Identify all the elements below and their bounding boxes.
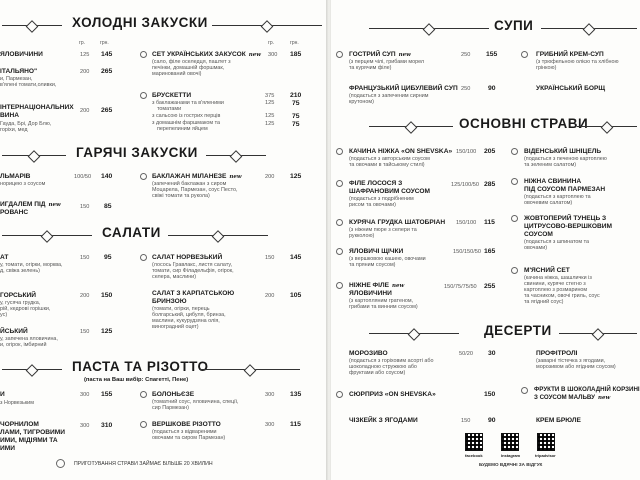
menu-item-price: 115 bbox=[290, 421, 301, 428]
dietary-circle-icon bbox=[336, 148, 343, 155]
menu-item-description: шоколадною стружкою або bbox=[349, 364, 417, 370]
menu-item-description: овочевим салатом) bbox=[524, 200, 573, 206]
new-mark: new bbox=[398, 52, 411, 58]
new-mark: new bbox=[392, 283, 405, 289]
menu-item-weight: 300 bbox=[265, 422, 275, 428]
section-title-cold: ХОЛОДНІ ЗАКУСКИ bbox=[72, 15, 208, 30]
section-title-soups: СУПИ bbox=[494, 18, 534, 33]
menu-item-description: (подається з картоплею та bbox=[524, 194, 591, 200]
menu-item-name: ВІДЕНСЬКИЙ ШНІЦЕЛЬ bbox=[524, 148, 602, 155]
menu-item-name: ВЕРШКОВЕ РІЗОТТО bbox=[152, 421, 221, 428]
menu-item-description: перепелиним яйцем bbox=[157, 126, 208, 132]
dietary-circle-icon bbox=[511, 267, 518, 274]
menu-item-price: 75 bbox=[292, 100, 300, 107]
menu-item-name: И bbox=[0, 391, 5, 398]
menu-item-name: ФРУКТИ В ШОКОЛАДНІЙ КОРЗИНІ bbox=[534, 386, 640, 393]
dietary-circle-icon bbox=[140, 173, 147, 180]
menu-item-description: (подається з горіховим асорті або bbox=[349, 358, 434, 364]
menu-item-price: 85 bbox=[104, 203, 112, 210]
menu-item-weight: 150 bbox=[461, 418, 471, 424]
menu-item-weight: 300 bbox=[80, 392, 90, 398]
menu-item-weight: 200 bbox=[80, 293, 90, 299]
new-mark: new bbox=[229, 174, 242, 180]
dietary-circle-icon bbox=[336, 180, 343, 187]
menu-item-price: 125 bbox=[101, 328, 113, 335]
menu-item-price: 125 bbox=[290, 173, 302, 180]
menu-item-description: та овочами в тайському стилі) bbox=[349, 162, 425, 168]
menu-item-weight: 150/100 bbox=[456, 220, 477, 226]
menu-item-description: морозивом або ягідним соусом) bbox=[536, 364, 616, 370]
menu-item-name: ІТАЛЬЯНО" bbox=[0, 68, 38, 75]
title-ornament bbox=[2, 232, 92, 239]
menu-item-name: ГРИБНИЙ КРЕМ-СУП bbox=[536, 51, 604, 58]
title-ornament bbox=[369, 123, 453, 130]
title-ornament bbox=[2, 152, 66, 159]
title-ornament bbox=[212, 22, 322, 29]
menu-item-weight: 150/150/50 bbox=[453, 249, 481, 255]
menu-item-weight: 375 bbox=[265, 93, 275, 99]
menu-item-description: (заварні тістечка з ягодами, bbox=[536, 358, 606, 364]
menu-item-price: 150 bbox=[101, 292, 113, 299]
menu-item-description: овочами) bbox=[524, 245, 547, 251]
dietary-circle-icon bbox=[140, 254, 147, 261]
menu-item-name: ЧІЗКЕЙК З ЯГОДАМИ bbox=[349, 417, 418, 424]
menu-item-name: КУРЯЧА ГРУДКА ШАТОБРІАН bbox=[349, 219, 446, 226]
menu-item-name: ПІД СОУСОМ ПАРМЕЗАН bbox=[524, 186, 606, 193]
menu-item-description: в'ялені томати,оливки, bbox=[0, 82, 57, 88]
title-ornament bbox=[559, 330, 637, 337]
menu-item-description: (лосось Гравлакс, листя салату, bbox=[152, 262, 232, 268]
menu-item-description: (сало, філе оселедця, паштет з bbox=[152, 59, 231, 65]
menu-item-price: 145 bbox=[290, 254, 302, 261]
menu-item-weight: 125 bbox=[265, 100, 275, 106]
menu-item-price: 90 bbox=[488, 417, 496, 424]
menu-item-name: САЛАТ НОРВЕЗЬКИЙ bbox=[152, 254, 223, 261]
new-mark: new bbox=[598, 395, 611, 401]
menu-item-description: та зеленим салатом) bbox=[524, 162, 577, 168]
menu-item-description: сир Пармезан) bbox=[152, 405, 189, 411]
menu-item-weight: 100/50 bbox=[74, 174, 92, 180]
cooking-time-note: ПРИГОТУВАННЯ СТРАВИ ЗАЙМАЄ БІЛЬШЕ 20 ХВИЛИН bbox=[74, 461, 213, 467]
menu-item-price: 140 bbox=[101, 173, 113, 180]
dietary-circle-icon bbox=[336, 51, 343, 58]
dietary-circle-icon bbox=[336, 219, 343, 226]
menu-item-description: грінкою) bbox=[536, 65, 557, 71]
menu-item-name: ШАФРАНОВИМ СОУСОМ bbox=[349, 188, 431, 195]
menu-item-description: рій, кедрові горішки, bbox=[0, 306, 51, 312]
menu-item-name: САЛАТ З КАРПАТСЬКОЮ bbox=[152, 290, 235, 297]
menu-item-name: ЯЛОВИЧІ ЩІЧКИ bbox=[349, 248, 404, 255]
menu-item-description: фруктами або соусом) bbox=[349, 370, 406, 376]
menu-page-right bbox=[331, 0, 640, 480]
menu-item-price: 105 bbox=[290, 292, 302, 299]
menu-item-name: ЖОВТОПЕРИЙ ТУНЕЦЬ З bbox=[524, 215, 607, 222]
menu-item-description: картоплею з розмарином bbox=[524, 287, 588, 293]
menu-item-price: 115 bbox=[484, 219, 495, 226]
menu-item-price: 155 bbox=[486, 51, 498, 58]
title-ornament bbox=[168, 232, 268, 239]
title-ornament bbox=[369, 25, 489, 32]
menu-item-weight: 200 bbox=[80, 69, 90, 75]
menu-item-name: ЯЛОВИЧИНИ bbox=[349, 290, 392, 297]
dietary-circle-icon bbox=[336, 391, 343, 398]
menu-item-weight: 300 bbox=[268, 52, 278, 58]
menu-item-name: НІЖНЕ ФІЛЕ new bbox=[349, 282, 405, 289]
menu-item-description: у, томати, огірки, морква, bbox=[0, 262, 63, 268]
column-header-weight: гр. bbox=[268, 40, 274, 46]
menu-item-description: (подається з шпинатом та bbox=[524, 239, 589, 245]
dietary-circle-icon bbox=[511, 215, 518, 222]
pasta-subtitle: (паста на Ваш вибір: Спагетті, Пене) bbox=[84, 377, 189, 383]
section-title-salads: САЛАТИ bbox=[102, 225, 161, 240]
menu-item-price: 185 bbox=[290, 51, 302, 58]
menu-item-description: крутоном) bbox=[349, 99, 374, 105]
menu-item-weight: 125 bbox=[80, 52, 90, 58]
title-ornament bbox=[541, 25, 637, 32]
menu-item-price: 265 bbox=[101, 107, 113, 114]
new-mark: new bbox=[48, 202, 61, 208]
qr-label: facebook bbox=[465, 453, 483, 458]
title-ornament bbox=[2, 22, 62, 29]
menu-item-name: ЯЛОВИЧИНИ bbox=[0, 51, 43, 58]
menu-item-price: 30 bbox=[488, 350, 496, 357]
section-title-desserts: ДЕСЕРТИ bbox=[484, 323, 552, 338]
menu-item-description: печінки, домашній форшмак, bbox=[152, 65, 225, 71]
menu-item-name: ИМИ, МІДІЯМИ ТА bbox=[0, 437, 58, 444]
menu-item-name: ІНТЕРНАЦІОНАЛЬНИХ bbox=[0, 104, 74, 111]
menu-item-weight: 300 bbox=[80, 423, 90, 429]
menu-item-price: 310 bbox=[101, 422, 113, 429]
menu-item-description: та ягідний соус) bbox=[524, 299, 564, 305]
menu-item-name: ЛАМИ, ТИГРОВИМИ bbox=[0, 429, 65, 436]
menu-item-description: ус) bbox=[0, 312, 8, 318]
menu-item-weight: 125 bbox=[265, 121, 275, 127]
menu-item-price: 205 bbox=[484, 148, 496, 155]
menu-item-weight: 50/20 bbox=[459, 351, 473, 357]
column-header-price: грн. bbox=[290, 40, 299, 46]
menu-item-description: у, запечена яловичина, bbox=[0, 336, 58, 342]
menu-item-description: д, свіжа зелень) bbox=[0, 268, 40, 274]
menu-item-description: (томати, огірки, перець bbox=[152, 306, 210, 312]
cooking-time-circle-icon bbox=[56, 459, 65, 468]
menu-item-name: ЛЬМАРІВ bbox=[0, 173, 31, 180]
menu-item-description: з Норвезьким bbox=[0, 400, 34, 406]
menu-item-description: виноградний оцет) bbox=[152, 324, 199, 330]
menu-item-price: 75 bbox=[292, 121, 300, 128]
menu-item-name: БРУСКЕТТИ bbox=[152, 92, 192, 99]
menu-item-description: та курячим філе) bbox=[349, 65, 392, 71]
menu-item-description: з баклажанами та в'яленими bbox=[152, 100, 224, 106]
menu-item-description: (подається з відвареними bbox=[152, 429, 217, 435]
menu-item-description: и, огірок, імбирний bbox=[0, 342, 47, 348]
menu-item-name: ГОСТРИЙ СУП new bbox=[349, 51, 411, 58]
menu-item-weight: 150 bbox=[80, 255, 90, 261]
menu-item-description: и, Пармезан, bbox=[0, 76, 33, 82]
menu-item-name: ВИНА bbox=[0, 112, 20, 119]
menu-item-description: (з ніжним пюре з селери та bbox=[349, 227, 417, 233]
menu-item-description: з сальсою із гострих перців bbox=[152, 113, 221, 119]
title-ornament bbox=[369, 330, 459, 337]
menu-item-description: (з перцем чілі, грибами морел bbox=[349, 59, 425, 65]
menu-item-description: свинини, куряче стегно з bbox=[524, 281, 586, 287]
menu-item-description: з домашнім фаршмаком та bbox=[152, 120, 221, 126]
menu-item-name: НІЖНА СВИНИНА bbox=[524, 178, 582, 185]
dietary-circle-icon bbox=[140, 391, 147, 398]
menu-item-description: горіхи, мед bbox=[0, 127, 28, 133]
menu-item-weight: 150 bbox=[265, 255, 275, 261]
menu-item-name: ЙСЬКИЙ bbox=[0, 328, 28, 335]
menu-item-name: ФРАНЦУЗЬКИЙ ЦИБУЛЕВИЙ СУП bbox=[349, 85, 458, 92]
menu-item-price: 155 bbox=[101, 391, 113, 398]
menu-item-description: (томатний соус, яловичина, спеції, bbox=[152, 399, 239, 405]
menu-item-description: Моцарела, Пармезан, соус Песто, bbox=[152, 187, 238, 193]
menu-item-name: ПРОФІТРОЛІ bbox=[536, 350, 578, 357]
menu-item-name: СЕТ УКРАЇНСЬКИХ ЗАКУСОК new bbox=[152, 51, 261, 58]
qr-code-instagram[interactable] bbox=[501, 433, 519, 451]
menu-item-price: 285 bbox=[484, 181, 496, 188]
menu-item-description: (з трюфельною олією та хлібною bbox=[536, 59, 619, 65]
dietary-circle-icon bbox=[511, 148, 518, 155]
column-header-weight: гр. bbox=[79, 40, 85, 46]
dietary-circle-icon bbox=[511, 178, 518, 185]
menu-item-name: ЧОРНИЛОМ bbox=[0, 421, 39, 428]
menu-item-weight: 200 bbox=[265, 293, 275, 299]
menu-item-price: 90 bbox=[488, 85, 496, 92]
menu-item-price: 265 bbox=[101, 68, 113, 75]
menu-item-description: болгарський, цибуля, бринза, bbox=[152, 312, 226, 318]
menu-item-weight: 300 bbox=[265, 392, 275, 398]
menu-item-name: БОЛОНЬЄЗЕ bbox=[152, 391, 195, 398]
feedback-text: БУДЕМО ВДЯЧНІ ЗА ВІДГУК bbox=[479, 462, 543, 467]
dietary-circle-icon bbox=[140, 421, 147, 428]
menu-item-description: у, гусяча грудка, bbox=[0, 300, 41, 306]
dietary-circle-icon bbox=[336, 248, 343, 255]
menu-item-description: рисом та овочами) bbox=[349, 202, 396, 208]
menu-item-name: ГОРСЬКИЙ bbox=[0, 292, 37, 299]
title-ornament bbox=[2, 366, 62, 373]
menu-item-name: КАЧИНА НІЖКА «ON SHEVSKA» bbox=[349, 148, 453, 155]
menu-item-description: (подається з авторським соусом bbox=[349, 156, 430, 162]
dietary-circle-icon bbox=[140, 92, 147, 99]
menu-item-weight: 150 bbox=[80, 204, 90, 210]
title-ornament bbox=[200, 366, 300, 373]
menu-item-name: РОВАНС bbox=[0, 209, 29, 216]
menu-item-weight: 200 bbox=[80, 108, 90, 114]
menu-item-weight: 125 bbox=[265, 113, 275, 119]
menu-item-weight: 150/75/75/50 bbox=[444, 284, 477, 290]
menu-item-description: томатами bbox=[157, 106, 182, 112]
dietary-circle-icon bbox=[140, 51, 147, 58]
menu-item-description: томати, сир Філадельфія, огірок, bbox=[152, 268, 234, 274]
menu-item-description: (з картопляним гратеном, bbox=[349, 298, 414, 304]
menu-item-weight: 200 bbox=[265, 174, 275, 180]
menu-item-description: (подається з подрібненим bbox=[349, 196, 414, 202]
menu-item-price: 75 bbox=[292, 113, 300, 120]
menu-item-description: селера, маслини) bbox=[152, 274, 196, 280]
menu-item-name: ФІЛЕ ЛОСОСЯ З bbox=[349, 180, 403, 187]
menu-item-description: рукколою) bbox=[349, 233, 375, 239]
menu-item-description: та часником, овочі гриль, соус bbox=[524, 293, 600, 299]
menu-item-description: (з вершковою кашею, овочами bbox=[349, 256, 426, 262]
menu-item-name: МОРОЗИВО bbox=[349, 350, 388, 357]
menu-item-description: свіжі томати та рукола) bbox=[152, 193, 210, 199]
menu-item-name: УКРАЇНСЬКИЙ БОРЩ bbox=[536, 85, 606, 92]
qr-label: tripadvisor bbox=[535, 453, 556, 458]
menu-item-description: та пряним соусом) bbox=[349, 262, 396, 268]
menu-item-name: БРИНЗОЮ bbox=[152, 298, 187, 305]
new-mark: new bbox=[248, 52, 261, 58]
menu-item-weight: 150 bbox=[80, 329, 90, 335]
menu-item-description: (качина ніжка, шашлички із bbox=[524, 275, 592, 281]
menu-item-description: маринований овочі) bbox=[152, 71, 202, 77]
section-title-pasta: ПАСТА ТА РІЗОТТО bbox=[72, 359, 209, 374]
menu-item-price: 150 bbox=[484, 391, 496, 398]
menu-item-weight: 250 bbox=[461, 86, 471, 92]
dietary-circle-icon bbox=[521, 387, 528, 394]
menu-item-weight: 125/100/50 bbox=[451, 182, 479, 188]
menu-item-name: КРЕМ БРЮЛЕ bbox=[536, 417, 581, 424]
menu-item-name: АТ bbox=[0, 254, 9, 261]
menu-item-price: 135 bbox=[290, 391, 302, 398]
menu-item-name: ИГДАЛЕМ ПІД new bbox=[0, 201, 61, 208]
qr-code-tripadvisor[interactable] bbox=[537, 433, 555, 451]
menu-item-description: (подається з запеченим сирним bbox=[349, 93, 429, 99]
menu-item-price: 145 bbox=[101, 51, 113, 58]
menu-item-price: 210 bbox=[290, 92, 302, 99]
menu-item-description: норицею з соусом bbox=[0, 181, 46, 187]
title-ornament bbox=[206, 152, 266, 159]
menu-item-name: М'ЯСНИЙ СЕТ bbox=[524, 267, 570, 274]
menu-item-weight: 150/100 bbox=[456, 149, 477, 155]
menu-item-name: СОУСОМ bbox=[524, 231, 553, 238]
menu-item-name: СЮРПРИЗ «ON SHEVSKA» bbox=[349, 391, 436, 398]
dietary-circle-icon bbox=[521, 51, 528, 58]
section-title-hot: ГАРЯЧІ ЗАКУСКИ bbox=[76, 145, 198, 160]
menu-item-description: грибами та винним соусом) bbox=[349, 304, 418, 310]
menu-item-description: маслини, кукурудзяна олія, bbox=[152, 318, 220, 324]
title-ornament bbox=[577, 123, 637, 130]
menu-item-name: БАКЛАЖАН МІЛАНЕЗЕ new bbox=[152, 173, 242, 180]
column-header-price: грн. bbox=[100, 40, 109, 46]
menu-item-description: Гауда, Брі, Дор Блю, bbox=[0, 121, 52, 127]
menu-item-weight: 250 bbox=[461, 52, 471, 58]
menu-item-name: ИМИ bbox=[0, 445, 15, 452]
menu-item-price: 165 bbox=[484, 248, 496, 255]
section-title-mains: ОСНОВНІ СТРАВИ bbox=[459, 116, 589, 131]
menu-item-name: З СОУСОМ МАЛЬВУ new bbox=[534, 394, 611, 401]
qr-label: Instagram bbox=[501, 453, 521, 458]
menu-item-price: 95 bbox=[104, 254, 112, 261]
menu-item-description: (запечений баклажан з сиром bbox=[152, 181, 227, 187]
menu-item-price: 255 bbox=[484, 283, 496, 290]
menu-item-name: ЦИТРУСОВО-ВЕРШКОВИМ bbox=[524, 223, 612, 230]
menu-item-description: (подається з печеною картоплею bbox=[524, 156, 607, 162]
dietary-circle-icon bbox=[336, 282, 343, 289]
menu-item-description: овочами та сиром Пармезан) bbox=[152, 435, 226, 441]
qr-code-facebook[interactable] bbox=[465, 433, 483, 451]
